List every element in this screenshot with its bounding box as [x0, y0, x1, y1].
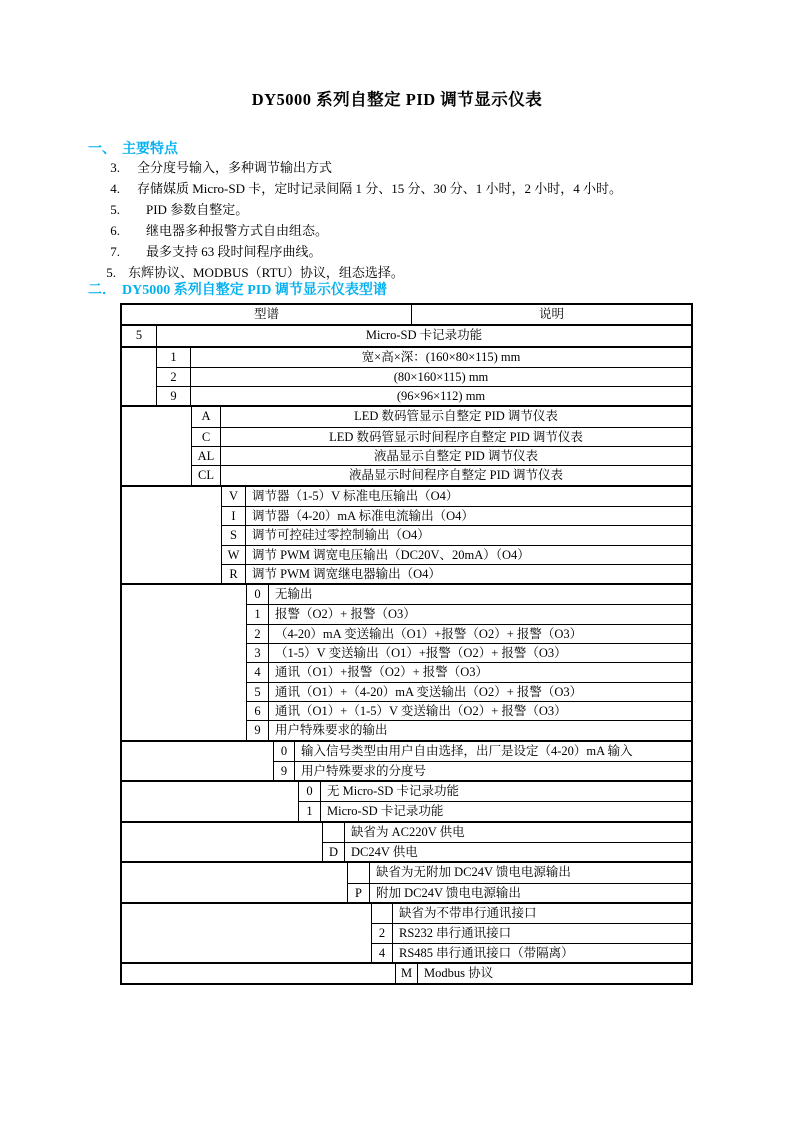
spec-rows: [274, 742, 691, 781]
spec-code-cell: CL: [192, 466, 221, 484]
spec-row: [222, 525, 691, 544]
spec-group: [122, 861, 691, 902]
spec-rows: [299, 782, 691, 821]
spec-desc-cell: 调节器（4-20）mA 标准电流输出（O4）: [252, 508, 474, 523]
spec-desc-cell: 缺省为无附加 DC24V 馈电电源输出: [376, 865, 571, 880]
spec-row: [396, 964, 691, 983]
spec-desc-cell: 液晶显示自整定 PID 调节仪表: [374, 449, 538, 464]
spec-desc-cell: 宽×高×深：(160×80×115) mm: [361, 349, 521, 364]
spec-desc-cell: 报警（O2）+ 报警（O3）: [275, 607, 416, 622]
feature-item-text: 全分度号输入，多种调节输出方式: [137, 160, 333, 175]
spec-row: [247, 604, 691, 623]
header-cell-spectrum: 型谱: [122, 305, 412, 324]
spec-desc-cell: Micro-SD 卡记录功能: [327, 804, 444, 819]
spec-desc-cell: 附加 DC24V 馈电电源输出: [376, 885, 521, 900]
spec-row: [372, 923, 691, 942]
spec-group: [122, 324, 691, 345]
spec-desc-cell: 缺省为 AC220V 供电: [351, 824, 465, 839]
feature-list: [0, 157, 794, 283]
spec-code-cell: R: [222, 565, 246, 583]
spec-desc-cell: （1-5）V 变送输出（O1）+报警（O2）+ 报警（O3）: [275, 646, 567, 661]
spec-code-cell: [348, 863, 370, 882]
spec-merged-empty-cell: [122, 904, 372, 962]
spec-code-cell: 1: [299, 802, 321, 820]
spec-code-cell: D: [323, 843, 345, 861]
spec-merged-empty-cell: [122, 742, 274, 781]
spec-row: [122, 326, 691, 345]
spec-row: [247, 585, 691, 604]
feature-item-number: 6.: [110, 223, 120, 238]
spec-row: [299, 801, 691, 820]
spec-code-cell: 1: [247, 605, 269, 623]
feature-item: [0, 157, 794, 178]
spec-desc-cell: 调节 PWM 调宽电压输出（DC20V、20mA）（O4）: [252, 547, 530, 562]
feature-item: [0, 241, 794, 262]
spec-code-cell: M: [396, 964, 418, 983]
spec-code-cell: [323, 823, 345, 842]
section-number: 一、: [88, 142, 116, 157]
spec-row: [157, 348, 691, 367]
spec-desc-cell: 输入信号类型由用户自由选择，出厂是设定（4-20）mA 输入: [301, 743, 633, 758]
feature-item-text: 最多支持 63 段时间程序曲线。: [146, 244, 322, 259]
spec-code-cell: 0: [247, 585, 269, 604]
spec-code-cell: 4: [372, 944, 393, 962]
spec-rows: [157, 348, 691, 406]
spec-row: [157, 367, 691, 386]
spec-desc-cell: 调节 PWM 调宽继电器输出（O4）: [252, 566, 441, 581]
spec-group: [122, 902, 691, 962]
spec-code-cell: I: [222, 507, 246, 525]
spec-code-cell: 9: [274, 762, 295, 780]
spec-merged-empty-cell: [122, 823, 323, 862]
feature-item-text: 东辉协议、MODBUS（RTU）协议，组态选择。: [128, 265, 404, 280]
feature-item-text: PID 参数自整定。: [146, 202, 249, 217]
spec-code-cell: 2: [372, 924, 393, 942]
spec-desc-cell: 通讯（O1）+（4-20）mA 变送输出（O2）+ 报警（O3）: [275, 684, 583, 699]
spec-desc-cell: LED 数码管显示自整定 PID 调节仪表: [354, 409, 558, 424]
spec-desc-cell: 液晶显示时间程序自整定 PID 调节仪表: [349, 468, 563, 483]
spec-merged-empty-cell: [122, 585, 247, 739]
spec-code-cell: 2: [157, 368, 191, 386]
spec-row: [323, 823, 691, 842]
section-number: 二．: [88, 283, 116, 298]
spec-group: [122, 583, 691, 739]
spec-code-cell: 6: [247, 702, 269, 720]
spec-desc-cell: 通讯（O1）+（1-5）V 变送输出（O2）+ 报警（O3）: [275, 703, 567, 718]
spec-desc-cell: LED 数码管显示时间程序自整定 PID 调节仪表: [329, 429, 583, 444]
spec-code-cell: C: [192, 428, 221, 446]
header-cell-description: 说明: [538, 307, 564, 321]
spec-row: [372, 904, 691, 923]
feature-item-number: 7.: [110, 244, 120, 259]
spec-row: [222, 564, 691, 583]
spec-code-cell: 9: [247, 721, 269, 739]
feature-item-number: 5.: [110, 202, 120, 217]
spec-merged-empty-cell: [122, 407, 192, 484]
spec-row: [247, 682, 691, 701]
feature-item-text: 存储媒质 Micro-SD 卡，定时记录间隔 1 分、15 分、30 分、1 小时，2 小时，4 小时。: [137, 181, 622, 196]
spec-desc-cell: 通讯（O1）+报警（O2）+ 报警（O3）: [275, 665, 489, 680]
spec-desc-cell: RS232 串行通讯接口: [399, 926, 512, 941]
spec-code-cell: 0: [299, 782, 321, 801]
spec-rows: [247, 585, 691, 739]
spec-desc-cell: (80×160×115) mm: [393, 369, 489, 384]
spec-group: [122, 485, 691, 583]
feature-item-number: 4.: [110, 181, 120, 196]
spec-desc-cell: （4-20）mA 变送输出（O1）+报警（O2）+ 报警（O3）: [275, 626, 583, 641]
spec-rows: [222, 487, 691, 583]
spec-rows: [372, 904, 691, 962]
spec-merged-empty-cell: [122, 782, 299, 821]
spec-desc-cell: DC24V 供电: [351, 845, 418, 860]
feature-item-number: 5.: [106, 265, 116, 280]
spec-rows: [122, 326, 691, 345]
spec-row: [222, 506, 691, 525]
spec-row: [274, 742, 691, 761]
spec-row: [247, 720, 691, 739]
spec-group: [122, 405, 691, 484]
spec-desc-cell: 无 Micro-SD 卡记录功能: [327, 784, 459, 799]
feature-item: [0, 178, 794, 199]
spec-desc-cell: 调节器（1-5）V 标准电压输出（O4）: [252, 488, 459, 503]
spec-code-cell: A: [192, 407, 221, 426]
spec-row: [192, 407, 691, 426]
spec-code-cell: 1: [157, 348, 191, 367]
spec-row: [222, 545, 691, 564]
spec-row: [247, 662, 691, 681]
spec-row: [372, 943, 691, 962]
spec-code-cell: 5: [122, 326, 157, 345]
spec-code-cell: S: [222, 526, 246, 544]
feature-item-text: 继电器多种报警方式自由组态。: [146, 223, 329, 238]
spec-group: [122, 740, 691, 781]
section-label: DY5000 系列自整定 PID 调节显示仪表型谱: [122, 283, 387, 298]
spec-merged-empty-cell: [122, 964, 396, 983]
spec-merged-empty-cell: [122, 348, 157, 406]
section-label: 主要特点: [122, 142, 178, 157]
spec-row: [222, 487, 691, 506]
spec-row: [247, 643, 691, 662]
spec-rows: [192, 407, 691, 484]
spec-code-cell: 3: [247, 644, 269, 662]
feature-item-number: 3.: [110, 160, 120, 175]
spec-row: [192, 465, 691, 484]
spec-group: [122, 821, 691, 862]
spec-merged-empty-cell: [122, 863, 348, 902]
spec-code-cell: 2: [247, 625, 269, 643]
spec-group: [122, 962, 691, 983]
spec-desc-cell: 缺省为不带串行通讯接口: [399, 905, 537, 920]
feature-item: [0, 220, 794, 241]
spec-merged-empty-cell: [122, 487, 222, 583]
spec-group: [122, 780, 691, 821]
spec-row: [348, 883, 691, 902]
spec-desc-cell: 用户特殊要求的输出: [275, 723, 388, 738]
spec-code-cell: 9: [157, 387, 191, 405]
section-heading-spectrum: [88, 279, 387, 299]
spec-desc-cell: 用户特殊要求的分度号: [301, 763, 427, 778]
spec-row: [247, 701, 691, 720]
spec-row: [274, 761, 691, 780]
spec-desc-cell: Modbus 协议: [424, 965, 494, 980]
spec-rows: [323, 823, 691, 862]
table-body: [122, 324, 691, 983]
spec-code-cell: W: [222, 546, 246, 564]
spec-desc-cell: 无输出: [275, 587, 313, 602]
model-spectrum-table: [120, 303, 693, 985]
spec-desc-cell: Micro-SD 卡记录功能: [365, 328, 483, 343]
spec-row: [299, 782, 691, 801]
spec-row: [247, 624, 691, 643]
spec-rows: [348, 863, 691, 902]
table-header-row: [122, 305, 691, 324]
spec-row: [323, 842, 691, 861]
spec-desc-cell: RS485 串行通讯接口（带隔离）: [399, 945, 574, 960]
spec-code-cell: V: [222, 487, 246, 506]
spec-row: [192, 446, 691, 465]
spec-row: [157, 386, 691, 405]
spec-desc-cell: (96×96×112) mm: [396, 389, 486, 404]
spec-row: [348, 863, 691, 882]
spec-rows: [396, 964, 691, 983]
spec-code-cell: AL: [192, 447, 221, 465]
spec-desc-cell: 调节可控硅过零控制输出（O4）: [252, 528, 430, 543]
spec-code-cell: [372, 904, 393, 923]
spec-code-cell: P: [348, 884, 370, 902]
spec-code-cell: 0: [274, 742, 295, 761]
feature-item: [0, 199, 794, 220]
spec-row: [192, 427, 691, 446]
spec-code-cell: 4: [247, 663, 269, 681]
spec-group: [122, 346, 691, 406]
section-heading-features: [88, 138, 178, 158]
page-title: DY5000 系列自整定 PID 调节显示仪表: [251, 90, 543, 109]
spec-code-cell: 5: [247, 683, 269, 701]
